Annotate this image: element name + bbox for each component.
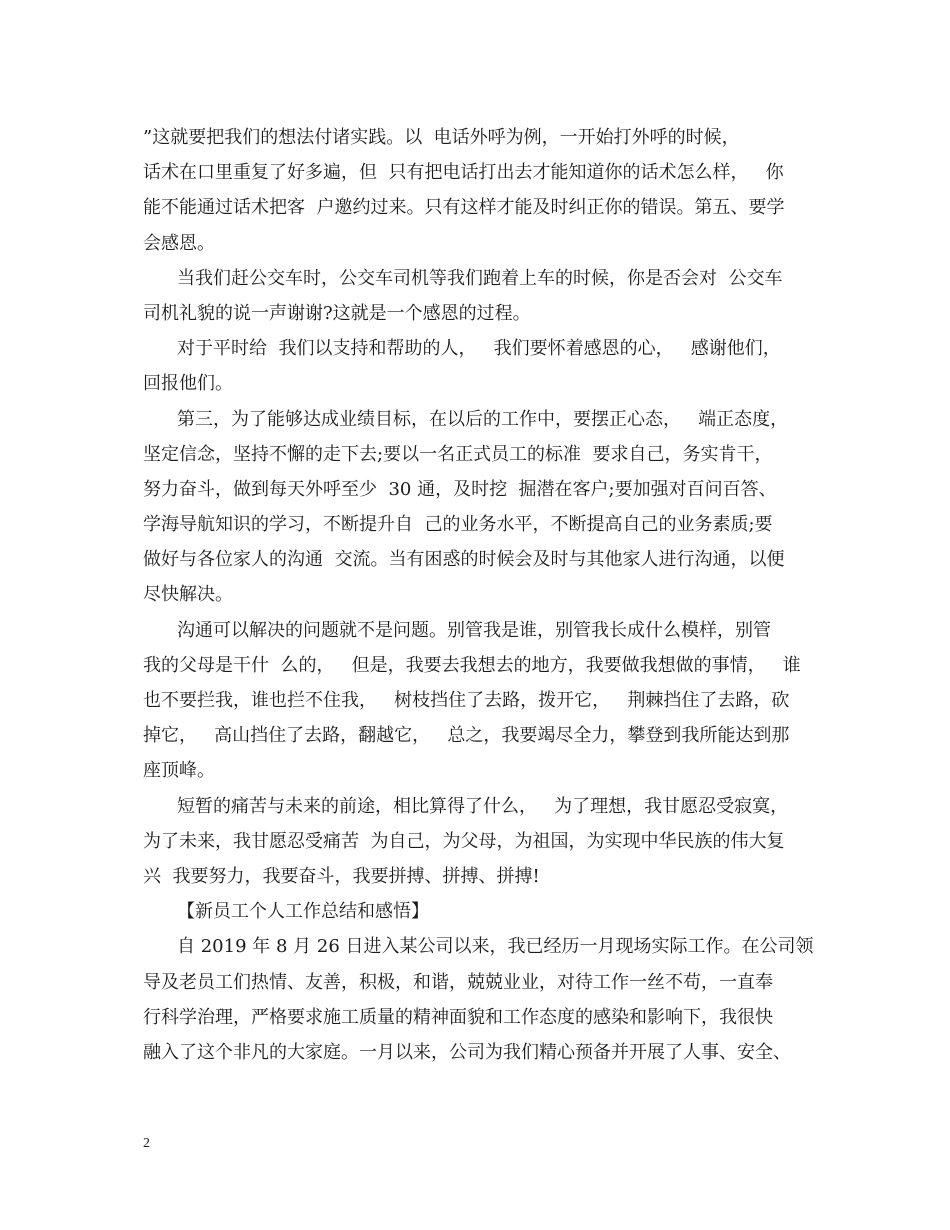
page-number: 2 bbox=[143, 1136, 150, 1151]
text-line: 努力奋斗，做到每天外呼至少 30 通，及时挖 掘潜在客户;要加强对百问百答、 bbox=[143, 478, 777, 500]
paragraph-first-line: 第三，为了能够达成业绩目标，在以后的工作中，要摆正心态， 端正态度， bbox=[177, 408, 789, 430]
text-line: 兴 我要努力，我要奋斗，我要拼搏、拼搏、拼搏! bbox=[143, 865, 540, 887]
text-line: 回报他们。 bbox=[143, 373, 233, 395]
document-body bbox=[143, 120, 814, 1070]
text-line: 司机礼貌的说一声谢谢?这就是一个感恩的过程。 bbox=[143, 302, 531, 324]
text-line: 尽快解决。 bbox=[143, 584, 233, 606]
paragraph-first-line: 当我们赶公交车时，公交车司机等我们跑着上车的时候，你是否会对 公交车 bbox=[177, 267, 783, 289]
text-line: 话术在口里重复了好多遍，但 只有把电话打出去才能知道你的话术怎么样， 你 bbox=[143, 162, 784, 184]
paragraph-first-line: 沟通可以解决的问题就不是问题。别管我是谁，别管我长成什么模样，别管 bbox=[177, 619, 771, 641]
section-heading: 【新员工个人工作总结和感悟】 bbox=[177, 901, 429, 923]
paragraph-first-line: 对于平时给 我们以支持和帮助的人， 我们要怀着感恩的心， 感谢他们， bbox=[177, 338, 781, 360]
text-line: 也不要拦我，谁也拦不住我， 树枝挡住了去路，拨开它， 荆棘挡住了去路，砍 bbox=[143, 690, 790, 711]
paragraph-first-line: 短暂的痛苦与未来的前途，相比算得了什么， 为了理想，我甘愿忍受寂寞， bbox=[177, 795, 789, 817]
text-line: 会感恩。 bbox=[143, 232, 215, 254]
text-line: 融入了这个非凡的大家庭。一月以来，公司为我们精心预备并开展了人事、安全、 bbox=[143, 1041, 791, 1063]
text-line: 行科学治理，严格要求施工质量的精神面貌和工作态度的感染和影响下，我很快 bbox=[143, 1006, 773, 1028]
text-line: 掉它， 高山挡住了去路，翻越它， 总之，我要竭尽全力，攀登到我所能达到那 bbox=[143, 725, 790, 747]
paragraph-first-line: 自 2019 年 8 月 26 日进入某公司以来，我已经历一月现场实际工作。在公司领 bbox=[177, 936, 814, 958]
text-line: 为了未来，我甘愿忍受痛苦 为自己，为父母，为祖国，为实现中华民族的伟大复 bbox=[143, 830, 785, 852]
text-line: 能不能通过话术把客 户邀约过来。只有这样才能及时纠正你的错误。第五、要学 bbox=[143, 197, 785, 219]
text-line: ”这就要把我们的想法付诸实践。以 电话外呼为例，一开始打外呼的时候， bbox=[143, 127, 740, 148]
text-line: 座顶峰。 bbox=[143, 760, 215, 782]
text-line: 坚定信念，坚持不懈的走下去;要以一名正式员工的标准 要求自己，务实肯干， bbox=[143, 443, 773, 465]
text-line: 做好与各位家人的沟通 交流。当有困惑的时候会及时与其他家人进行沟通，以便 bbox=[143, 549, 785, 571]
text-line: 我的父母是干什 么的， 但是，我要去我想去的地方，我要做我想做的事情， 谁 bbox=[143, 654, 801, 676]
text-line: 导及老员工们热情、友善，积极，和谐，兢兢业业，对待工作一丝不苟，一直奉 bbox=[143, 971, 773, 993]
text-line: 学海导航知识的学习，不断提升自 己的业务水平，不断提高自己的业务素质;要 bbox=[143, 514, 773, 536]
